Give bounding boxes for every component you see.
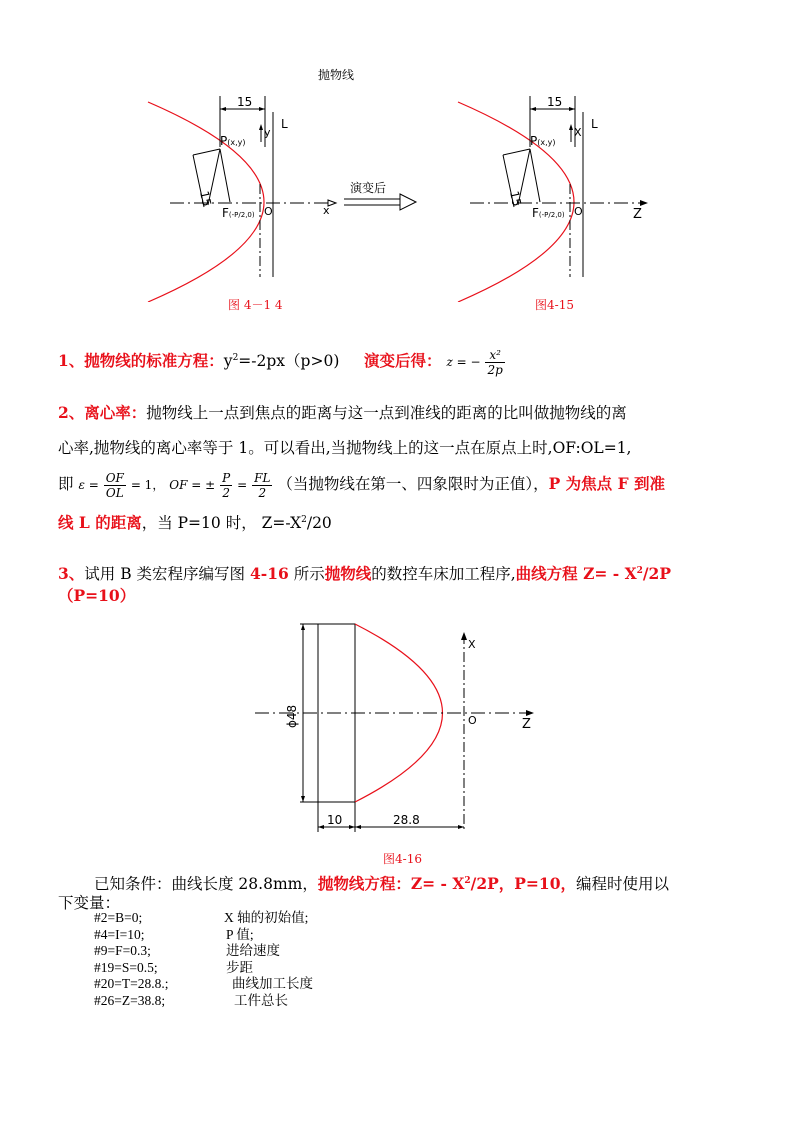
frac-p-2 (220, 471, 232, 500)
var-desc: 步距 (226, 959, 253, 975)
sup: 2 (464, 876, 471, 886)
origin-label: O (468, 714, 477, 727)
axis-x-label: x (323, 204, 330, 217)
den: 2 (222, 485, 230, 500)
section-1-heading: 1、抛物线的标准方程： (58, 351, 224, 371)
section-3 (58, 560, 758, 607)
text: 编程时使用以 (576, 875, 670, 894)
frac-num: x² (485, 348, 504, 363)
var-code: #19=S=0.5; (94, 959, 158, 975)
formula-lhs: z = − (446, 355, 481, 370)
of-eq: OF = ± (169, 478, 216, 492)
note: （当抛物线在第一、四象限时为正值）， (277, 475, 549, 493)
figure-4-16 (250, 620, 550, 840)
list-item (94, 960, 313, 977)
section-3-line2: （P=10） (58, 586, 136, 606)
point-P: P(x,y) (530, 134, 556, 148)
section-2-line3 (58, 466, 748, 503)
var-desc: X 轴的初始值; (224, 910, 309, 925)
dim-slant: 15 (197, 189, 214, 208)
dim-diameter: ϕ48 (285, 704, 299, 728)
axis-z-label: Z (633, 207, 642, 222)
figure-4-14 (140, 92, 350, 302)
formula-fraction (485, 348, 504, 377)
var-code: #2=B=0; (94, 910, 143, 925)
variable-list (94, 910, 313, 1009)
text: 已知条件：曲线长度 28.8mm， (94, 875, 318, 894)
num: P (222, 470, 231, 485)
point-F: F(-P/2,0) (222, 206, 255, 220)
caption-fig-4-14: 图 4－1 4 (228, 298, 283, 312)
red-text: 线 L 的距离 (58, 513, 142, 533)
red-text: 抛物线 (324, 564, 372, 584)
list-item (94, 943, 313, 960)
point-P: P(x,y) (220, 134, 246, 148)
known-line2: 下变量： (58, 894, 121, 913)
sup: 2 (636, 566, 643, 576)
text: 所示 (288, 565, 325, 584)
eq-sup: 2 (232, 353, 239, 363)
label-y: y (264, 126, 271, 139)
text: ，当 P=10 时， Z=-X (141, 514, 302, 533)
axis-z-label: Z (522, 717, 531, 732)
list-item (94, 976, 313, 993)
caption-fig-4-15: 图4-15 (535, 298, 574, 312)
section-2-line4 (58, 503, 748, 541)
section-2-heading: 2、离心率： (58, 403, 147, 422)
num: FL (254, 470, 271, 485)
dim-top: 15 (547, 95, 563, 109)
var-code: #20=T=28.8.; (94, 976, 169, 991)
den: 2 (258, 485, 267, 500)
dim-slant: 15 (507, 189, 524, 208)
red-eq-end: /2P，P=10， (470, 874, 576, 894)
red-eq: 抛物线方程：Z= - X (317, 874, 465, 894)
label-L: L (281, 117, 288, 131)
list-item (94, 910, 313, 927)
dim-length-10: 10 (327, 813, 343, 827)
var-code: #4=I=10; (94, 926, 145, 942)
eq2: = (237, 478, 248, 492)
section-1 (58, 341, 505, 380)
var-desc: 曲线加工长度 (232, 976, 313, 991)
axis-x-label: X (468, 638, 476, 651)
text-end: /20 (306, 514, 332, 533)
eq-text: y (223, 352, 233, 371)
list-item (94, 927, 313, 944)
red-eq: 曲线方程 Z= - X (515, 564, 637, 584)
text: 的数控车床加工程序, (371, 565, 516, 584)
var-desc: P 值; (226, 926, 254, 942)
eq-text-rest: =-2px（p>0) (238, 352, 340, 371)
frac-fl-2 (252, 471, 272, 500)
caption-fig-4-16: 图4-16 (383, 852, 422, 866)
arrow-label: 演变后 (350, 181, 387, 195)
figure-4-15 (450, 92, 660, 302)
eps: ε = (78, 478, 99, 492)
text: 试用 B 类宏程序编写图 (84, 565, 250, 584)
num: OF (105, 470, 124, 485)
label-L: L (591, 117, 598, 131)
fig-ref: 4-16 (249, 564, 289, 584)
origin-label: O (574, 205, 583, 218)
origin-label: O (264, 205, 273, 218)
sup: 2 (301, 515, 307, 525)
label-X: X (574, 126, 582, 139)
var-code: #9=F=0.3; (94, 943, 151, 958)
frac-den: 2p (487, 362, 503, 377)
section-2 (58, 395, 748, 541)
point-F: F(-P/2,0) (532, 206, 565, 220)
section-2-line2: 心率,抛物线的离心率等于 1。可以看出,当抛物线上的这一点在原点上时,OF:OL=1, (58, 439, 632, 457)
den: OL (105, 485, 124, 500)
section-1-heading2: 演变后得： (364, 351, 442, 371)
section-3-heading: 3、 (58, 564, 85, 584)
section-2-line1: 抛物线上一点到焦点的距离与这一点到准线的距离的比叫做抛物线的离 (146, 404, 627, 422)
text: 即 (58, 475, 74, 493)
page-title: 抛物线 (318, 68, 355, 82)
list-item (94, 993, 313, 1010)
frac-of-ol (104, 471, 126, 500)
known-conditions (58, 872, 748, 913)
transform-arrow (342, 192, 420, 212)
dim-length-28-8: 28.8 (393, 813, 420, 827)
var-code: #26=Z=38.8; (94, 992, 166, 1008)
var-desc: 工件总长 (234, 992, 288, 1008)
red-eq-end: /2P (642, 564, 671, 584)
dim-top: 15 (237, 95, 253, 109)
red-tail: P 为焦点 F 到准 (548, 474, 665, 493)
var-desc: 进给速度 (226, 943, 280, 958)
eq1: = 1， (130, 478, 165, 492)
